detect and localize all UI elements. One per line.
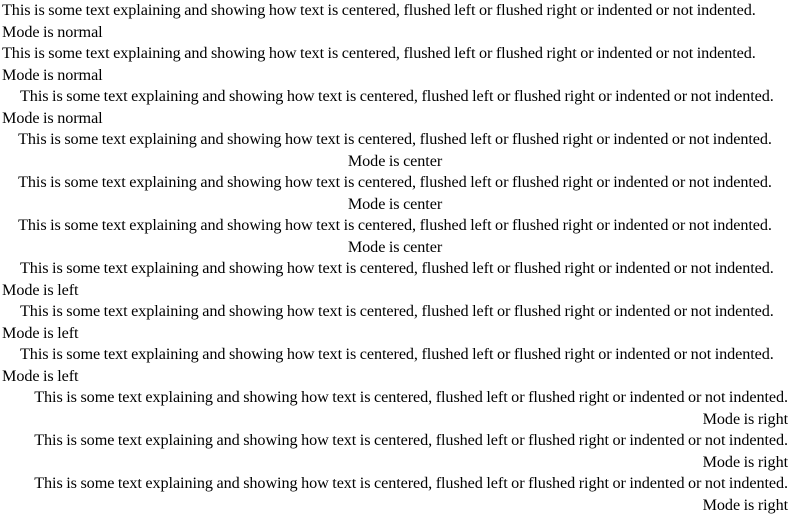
- paragraph-normal-1: This is some text explaining and showing how text is centered, flushed left or flushed right or indented or not indented. Mode is normal: [2, 1, 756, 41]
- paragraph-left-2: This is some text explaining and showing how text is centered, flushed left or flushed right or indented or not indented. Mode is left: [2, 302, 774, 342]
- paragraph-right-3: This is some text explaining and showing how text is centered, flushed left or flushed right or indented or not indented. Mode is right: [34, 474, 788, 514]
- document-page: [2, 0, 788, 516]
- paragraph-left-3: This is some text explaining and showing how text is centered, flushed left or flushed right or indented or not indented. Mode is left: [2, 345, 774, 385]
- paragraph-normal-2: This is some text explaining and showing how text is centered, flushed left or flushed right or indented or not indented. Mode is normal: [2, 44, 756, 84]
- paragraph-right-2: This is some text explaining and showing how text is centered, flushed left or flushed right or indented or not indented. Mode is right: [34, 431, 788, 471]
- paragraph-right-1: This is some text explaining and showing how text is centered, flushed left or flushed right or indented or not indented. Mode is right: [34, 388, 788, 428]
- paragraph-left-1: This is some text explaining and showing how text is centered, flushed left or flushed right or indented or not indented. Mode is left: [2, 259, 774, 299]
- paragraph-center-3: This is some text explaining and showing how text is centered, flushed left or flushed right or indented or not indented. Mode is center: [18, 216, 772, 256]
- paragraph-center-1: This is some text explaining and showing how text is centered, flushed left or flushed right or indented or not indented. Mode is center: [18, 130, 772, 170]
- paragraph-center-2: This is some text explaining and showing how text is centered, flushed left or flushed right or indented or not indented. Mode is center: [18, 173, 772, 213]
- paragraph-normal-3: This is some text explaining and showing how text is centered, flushed left or flushed right or indented or not indented. Mode is normal: [2, 87, 774, 127]
